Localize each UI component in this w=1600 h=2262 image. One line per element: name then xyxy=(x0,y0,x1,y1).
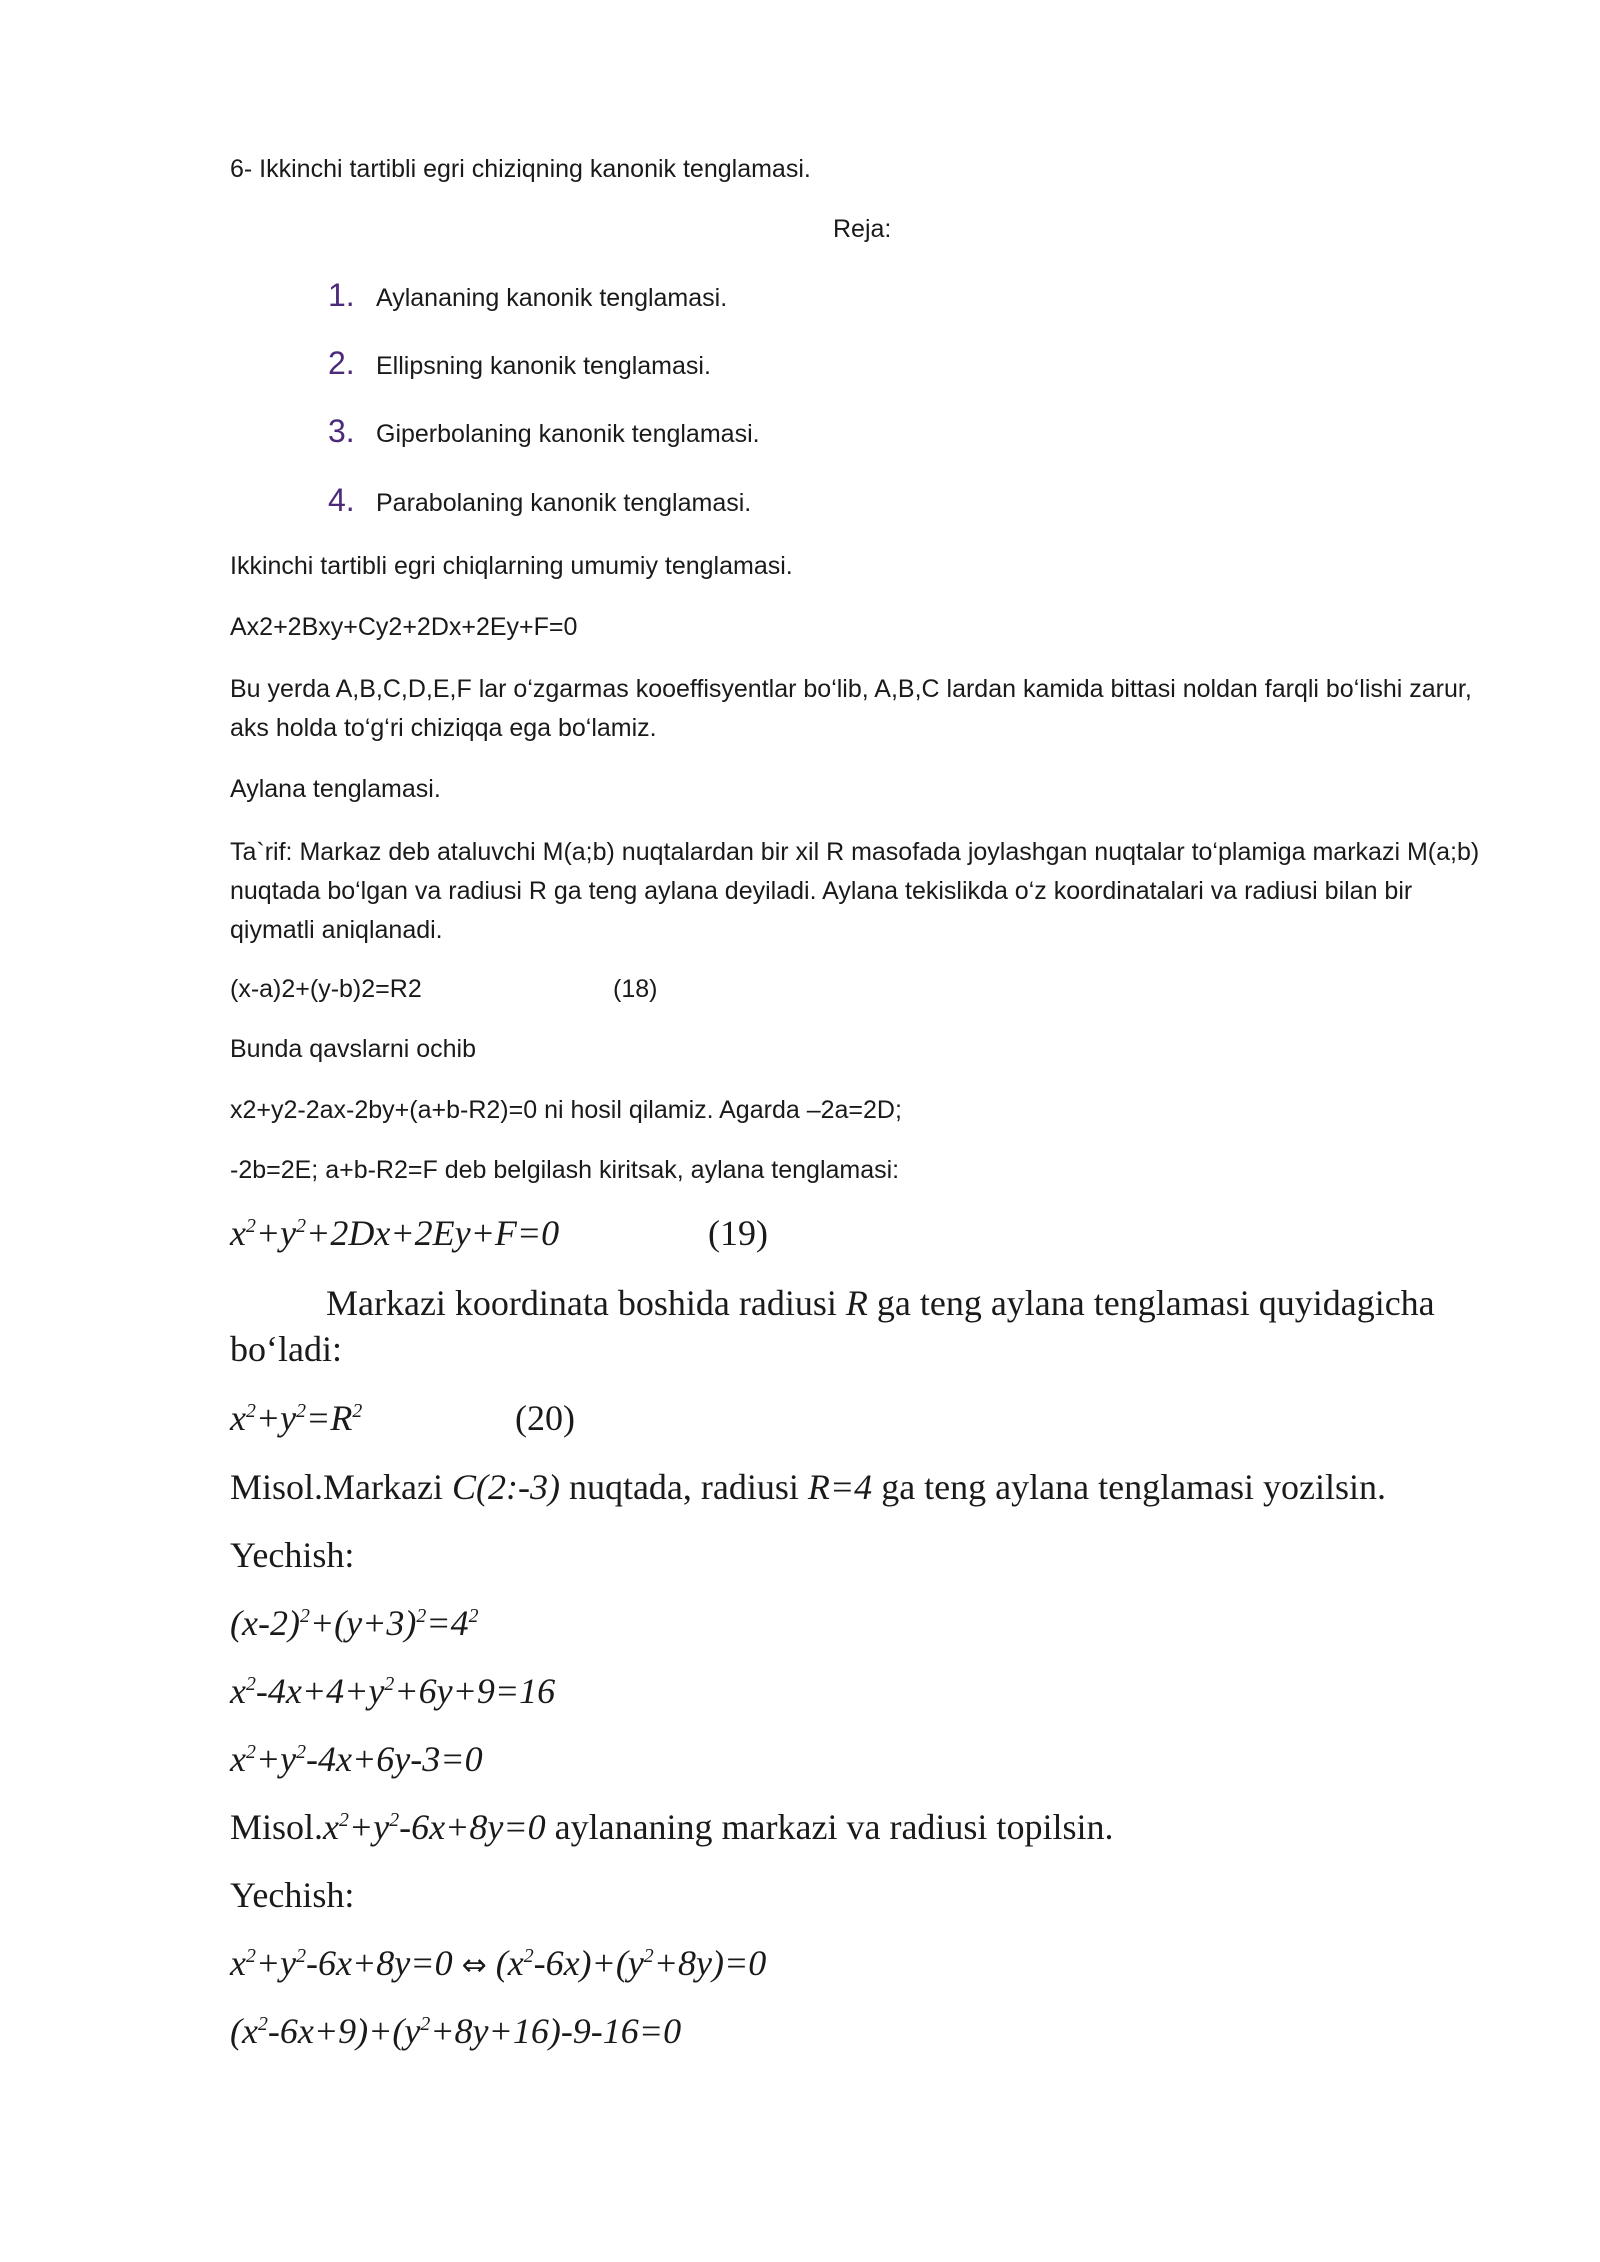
plan-item-text: Giperbolaning kanonik tenglamasi. xyxy=(376,420,760,448)
equation-18 xyxy=(230,975,658,1004)
open-brackets-text: Bunda qavslarni ochib xyxy=(230,1035,476,1063)
plan-title: Reja: xyxy=(833,215,892,243)
substitution-text: -2b=2E; a+b-R2=F deb belgilash kiritsak, aylana tenglamasi: xyxy=(230,1156,900,1184)
example-2: $Misol.x^2+y^2-6x+8y=0$ aylananing markazi va radiusi topilsin. xyxy=(230,1807,1114,1847)
solution-1-step-2: $x^2-4x+4+y^2+6y+9=16$ xyxy=(230,1671,556,1711)
circle-definition: Ta`rif: Markaz deb ataluvchi M(a;b) nuqtalardan bir xil R masofada joylashgan nuqtalar to‘plamiga markazi M(a;b) nuqtada bo‘lgan va radiusi R ga teng aylana deyiladi. Aylana tekislikda o‘z koordinatalari va radiusi bilan bir qiymatli aniqlanadi. xyxy=(230,838,1480,944)
general-equation: Ax2+2Bxy+Cy2+2Dx+2Ey+F=0 xyxy=(230,613,578,641)
solution-2-step-1: $x^2+y^2-6x+8y=0$ ⇔ $(x^2-6x)+(y^2+8y)=0$ xyxy=(230,1943,767,1983)
origin-circle-text: Markazi koordinata boshida radiusi R ga teng aylana tenglamasi quyidagicha bo‘ladi: xyxy=(230,1283,1435,1369)
plan-item-text: Aylananing kanonik tenglamasi. xyxy=(376,284,728,312)
equivalence-arrow: ⇔ xyxy=(461,1948,487,1983)
equation-20-number: (20) xyxy=(515,1398,575,1438)
example-1: Misol.Markazi C(2:-3) nuqtada, radiusi R=4 ga teng aylana tenglamasi yozilsin. xyxy=(230,1467,1387,1507)
plan-item-number: 4. xyxy=(328,482,355,518)
solution-1-step-3: $x^2+y^2-4x+6y-3=0$ xyxy=(230,1739,483,1779)
equation-19 xyxy=(230,1212,768,1254)
equation-19-number: (19) xyxy=(708,1213,768,1253)
solution-2-label: Yechish: xyxy=(230,1875,355,1915)
equation-20 xyxy=(230,1397,575,1439)
plan-item xyxy=(328,345,711,382)
plan-item xyxy=(328,277,727,314)
plan-item-number: 3. xyxy=(328,413,355,449)
expanded-equation: x2+y2-2ax-2by+(a+b-R2)=0 ni hosil qilamiz. Agarda –2a=2D; xyxy=(230,1096,902,1124)
equation-18-number: (18) xyxy=(613,975,658,1003)
general-equation-note: Bu yerda A,B,C,D,E,F lar o‘zgarmas kooeffisyentlar bo‘lib, A,B,C lardan kamida bittasi noldan farqli bo‘lishi zarur, aks holda to‘g‘ri chiziqqa ega bo‘lamiz. xyxy=(230,675,1472,742)
plan-item xyxy=(328,413,760,450)
solution-2-step-2: $(x^2-6x+9)+(y^2+8y+16)-9-16=0$ xyxy=(230,2011,682,2051)
plan-item-text: Parabolaning kanonik tenglamasi. xyxy=(376,489,752,517)
plan-item-number: 2. xyxy=(328,345,355,381)
plan-item-number: 1. xyxy=(328,277,355,313)
general-equation-title: Ikkinchi tartibli egri chiqlarning umumiy tenglamasi. xyxy=(230,552,793,580)
equation-18-text: (x-a)2+(y-b)2=R2 xyxy=(230,975,422,1003)
plan-item-text: Ellipsning kanonik tenglamasi. xyxy=(376,352,711,380)
section-heading: 6- Ikkinchi tartibli egri chiziqning kanonik tenglamasi. xyxy=(230,155,811,183)
circle-equation-title: Aylana tenglamasi. xyxy=(230,775,441,803)
equation-19-expression: $x^2+y^2+2Dx+2Ey+F=0$ xyxy=(230,1213,560,1253)
equation-20-expression: $x^2+y^2=R^2$ xyxy=(230,1398,363,1438)
solution-1-step-1: $(x-2)^2+(y+3)^2=4^2$ xyxy=(230,1603,479,1643)
plan-item xyxy=(328,482,751,519)
solution-1-label: Yechish: xyxy=(230,1535,355,1575)
